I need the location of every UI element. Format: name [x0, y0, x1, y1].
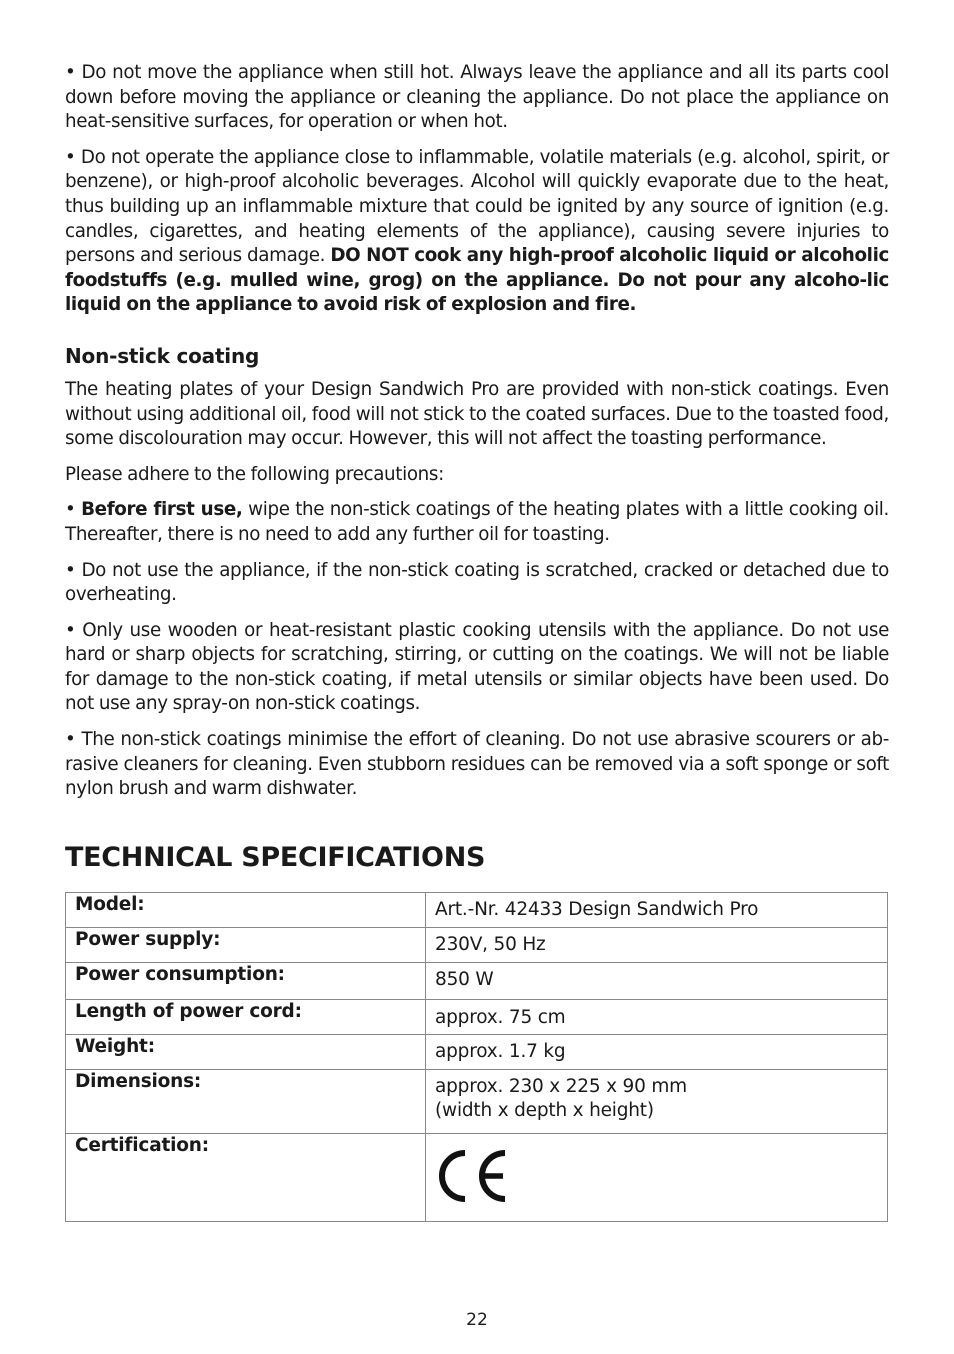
spec-value: approx. 1.7 kg: [426, 1035, 888, 1070]
paragraph: • Do not operate the appliance close to inflammable, volatile materials (e.g. alcohol, spirit, or benzene), or high-proof alcoholic beverages. Alcohol will quickly evaporate due to the heat, thus building up an inflammable mixture that could be ignited by any source of ignition (e.g. candles, cigarettes, and heating elements of the appliance), causing severe injuries to persons and serious damage. DO NOT cook any high-proof alcoholic liquid or alcoholic foodstuffs (e.g. mulled wine, grog) on the appliance. Do not pour any alcoho-lic liquid on the appliance to avoid risk of explosion and fire.: [65, 146, 889, 316]
table-row: [66, 1000, 888, 1035]
table-row: [66, 1134, 888, 1222]
paragraph: The heating plates of your Design Sandwich Pro are provided with non-stick coatings. Even without using additional oil, food will not stick to the coated surfaces. Due to the toasted food, some discolouration may occur. However, this will not affect the toasting performance.: [65, 378, 889, 450]
spec-value: Art.-Nr. 42433 Design Sandwich Pro: [426, 893, 888, 928]
paragraph: • Do not move the appliance when still hot. Always leave the appliance and all its parts cool down before moving the appliance or cleaning the appliance. Do not place the appliance on heat-sensitive surfaces, for operation or when hot.: [65, 62, 889, 133]
table-row: [66, 1035, 888, 1070]
spec-value: 850 W: [426, 963, 888, 1000]
spec-label: Certification:: [66, 1134, 426, 1222]
spec-label: Weight:: [66, 1035, 426, 1070]
paragraph: Please adhere to the following precautions:: [65, 463, 444, 485]
table-row: [66, 893, 888, 928]
spec-value: 230V, 50 Hz: [426, 928, 888, 963]
paragraph: • The non-stick coatings minimise the effort of cleaning. Do not use abrasive scourers or ab-rasive cleaners for cleaning. Even stubborn residues can be removed via a soft sponge or soft nylon brush and warm dishwater.: [65, 729, 889, 800]
specs-table: [65, 892, 888, 1222]
spec-label: Power supply:: [66, 928, 426, 963]
specs-title: TECHNICAL SPECIFICATIONS: [65, 842, 486, 873]
table-row: [66, 1070, 888, 1134]
spec-label: Dimensions:: [66, 1070, 426, 1134]
spec-value: approx. 75 cm: [426, 1000, 888, 1035]
paragraph: • Do not use the appliance, if the non-stick coating is scratched, cracked or detached due to overheating.: [65, 559, 889, 606]
paragraph: • Only use wooden or heat-resistant plastic cooking utensils with the appliance. Do not use hard or sharp objects for scratching, stirring, or cutting on the coatings. We will not be liable for damage to the non-stick coating, if metal utensils or similar objects have been used. Do not use any spray-on non-stick coatings.: [65, 619, 889, 715]
page-body: [65, 61, 889, 813]
spec-label: Length of power cord:: [66, 1000, 426, 1035]
spec-value: approx. 230 x 225 x 90 mm (width x depth x height): [426, 1070, 888, 1134]
spec-value: [426, 1134, 888, 1222]
paragraph: • Before first use, wipe the non-stick coatings of the heating plates with a little cooking oil. Thereafter, there is no need to add any further oil for toasting.: [65, 499, 889, 545]
section-heading-nonstick: Non-stick coating: [65, 343, 260, 368]
table-row: [66, 963, 888, 1000]
ce-mark-icon: [435, 1149, 509, 1203]
spec-label: Power consumption:: [66, 963, 426, 1000]
table-row: [66, 928, 888, 963]
spec-label: Model:: [66, 893, 426, 928]
page-number: 22: [466, 1310, 488, 1330]
